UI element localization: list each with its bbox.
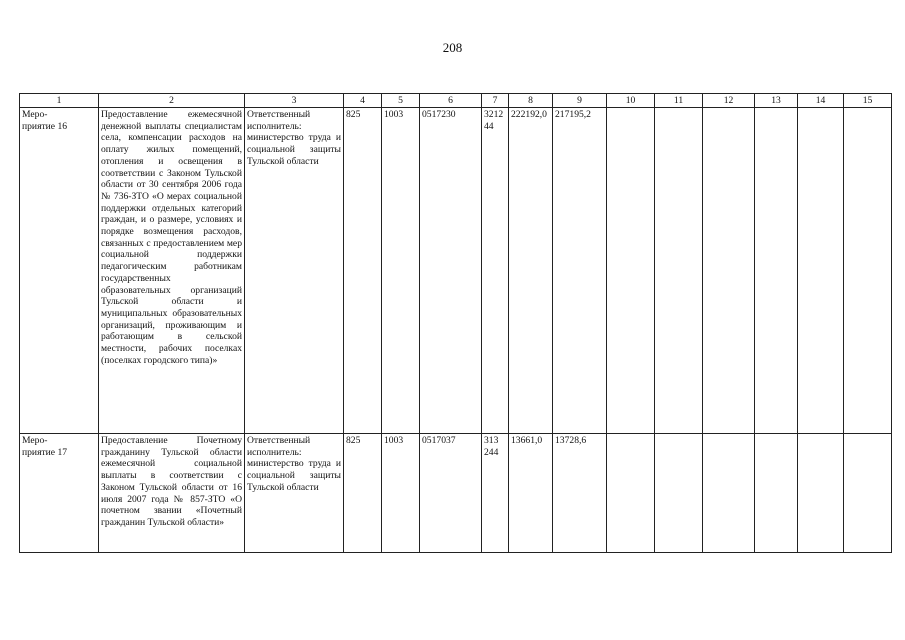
cell-c4: 825 (344, 434, 382, 553)
cell-c13 (755, 108, 798, 434)
description-cell: Предоставление Почетному гражданину Тульской области ежемесячной социальной выплаты в соответствии с Законом Тульской области от 16 июля 2007 года № 857-ЗТО «О почетном звании «Почетный гражданин Тульской области» (99, 434, 245, 553)
cell-c12 (703, 434, 755, 553)
cell-c11 (655, 434, 703, 553)
cell-c15 (844, 108, 892, 434)
cell-c7: 313 244 (482, 434, 509, 553)
cell-c4: 825 (344, 108, 382, 434)
col-header-13: 13 (755, 94, 798, 108)
executor-cell: Ответственный исполнитель: министерство труда и социальной защиты Тульской области (245, 434, 344, 553)
table-row (20, 108, 892, 434)
cell-c5: 1003 (382, 108, 420, 434)
col-header-4: 4 (344, 94, 382, 108)
description-cell: Предоставление ежемесячной денежной выплаты специалистам села, компенсации расходов на оплату жилых помещений, отопления и освещения в соответствии с Законом Тульской области от 30 сентября 2006 года № 736-ЗТО «О мерах социальной поддержки отдельных категорий граждан, и о размере, условиях и порядке возмещения расходов, связанных с предоставлением мер социальной поддержки педагогическим работникам государственных образовательных организаций Тульской области и муниципальных образовательных организаций, проживающим и работающим в сельской местности, рабочих поселках (поселках городского типа)» (99, 108, 245, 434)
cell-c13 (755, 434, 798, 553)
executor-cell: Ответственный исполнитель: министерство труда и социальной защиты Тульской области (245, 108, 344, 434)
col-header-10: 10 (607, 94, 655, 108)
cell-c10 (607, 434, 655, 553)
page-number: 208 (442, 40, 463, 55)
cell-c11 (655, 108, 703, 434)
cell-c15 (844, 434, 892, 553)
col-header-7: 7 (482, 94, 509, 108)
col-header-15: 15 (844, 94, 892, 108)
col-header-14: 14 (798, 94, 844, 108)
col-header-3: 3 (245, 94, 344, 108)
col-header-11: 11 (655, 94, 703, 108)
cell-c8: 222192,0 (509, 108, 553, 434)
cell-c6: 0517037 (420, 434, 482, 553)
measure-line-1: Меро- (22, 109, 48, 120)
col-header-9: 9 (553, 94, 607, 108)
cell-c8: 13661,0 (509, 434, 553, 553)
col-header-1: 1 (20, 94, 99, 108)
cell-c6: 0517230 (420, 108, 482, 434)
cell-c14 (798, 108, 844, 434)
measure-cell (20, 108, 99, 434)
measure-line-2: приятие 16 (22, 120, 68, 132)
cell-c7: 3212 44 (482, 108, 509, 434)
col-header-5: 5 (382, 94, 420, 108)
col-header-2: 2 (99, 94, 245, 108)
col-header-6: 6 (420, 94, 482, 108)
cell-c5: 1003 (382, 434, 420, 553)
table-row (20, 434, 892, 553)
col-header-12: 12 (703, 94, 755, 108)
cell-c14 (798, 434, 844, 553)
cell-c10 (607, 108, 655, 434)
measure-cell (20, 434, 99, 553)
col-header-8: 8 (509, 94, 553, 108)
cell-c12 (703, 108, 755, 434)
program-table (19, 93, 892, 553)
measure-line-2: приятие 17 (22, 446, 68, 458)
header-row (20, 94, 892, 108)
measure-line-1: Меро- (22, 435, 48, 446)
cell-c9: 13728,6 (553, 434, 607, 553)
cell-c9: 217195,2 (553, 108, 607, 434)
